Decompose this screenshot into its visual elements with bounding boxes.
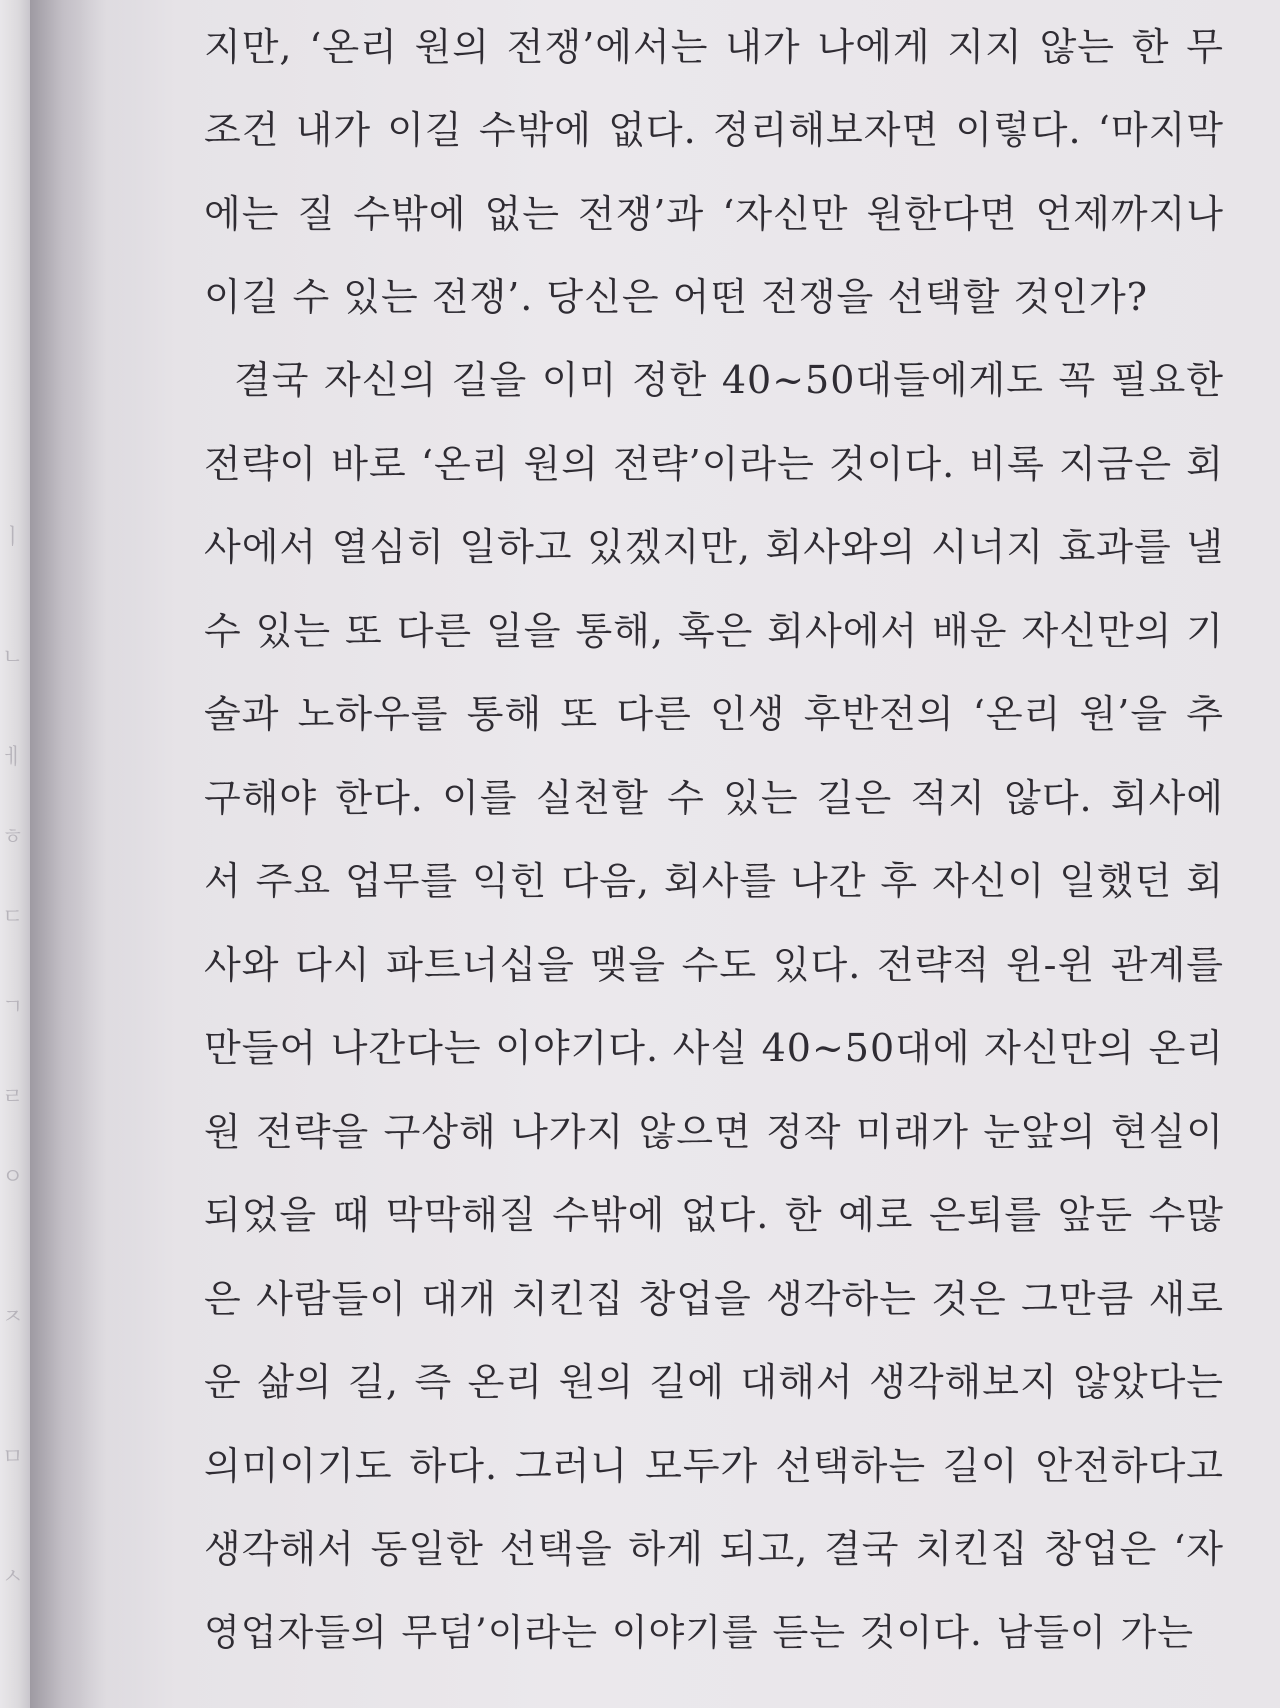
text-line: 사에서 열심히 일하고 있겠지만, 회사와의 시너지 효과를 낼 [204, 525, 1224, 569]
text-line: 전략이 바로 ‘온리 원의 전략’이라는 것이다. 비록 지금은 회 [204, 442, 1224, 486]
adjacent-page-edge [0, 0, 30, 1708]
text-line: 의미이기도 하다. 그러니 모두가 선택하는 길이 안전하다고 [204, 1444, 1224, 1488]
edge-glyph: ㄹ [2, 1085, 24, 1110]
edge-glyph: ㅎ [2, 825, 24, 850]
edge-glyph: ㅇ [2, 1165, 24, 1190]
edge-glyph: ㄷ [2, 905, 24, 930]
paragraph-first-line: 결국 자신의 길을 이미 정한 40~50대들에게도 꼭 필요한 [234, 358, 1224, 402]
text-line: 이길 수 있는 전쟁’. 당신은 어떤 전쟁을 선택할 것인가? [204, 275, 1149, 319]
text-line: 되었을 때 막막해질 수밖에 없다. 한 예로 은퇴를 앞둔 수많 [204, 1193, 1224, 1237]
text-line: 사와 다시 파트너십을 맺을 수도 있다. 전략적 윈-윈 관계를 [204, 943, 1224, 987]
text-line: 영업자들의 무덤’이라는 이야기를 듣는 것이다. 남들이 가는 [204, 1611, 1194, 1654]
edge-glyph: ㅔ [2, 745, 24, 770]
edge-glyph: ㅣ [2, 525, 24, 550]
text-line: 은 사람들이 대개 치킨집 창업을 생각하는 것은 그만큼 새로 [204, 1277, 1224, 1321]
text-line: 원 전략을 구상해 나가지 않으면 정작 미래가 눈앞의 현실이 [204, 1110, 1224, 1154]
text-line: 수 있는 또 다른 일을 통해, 혹은 회사에서 배운 자신만의 기 [204, 609, 1224, 653]
text-line: 만들어 나간다는 이야기다. 사실 40~50대에 자신만의 온리 [204, 1026, 1224, 1070]
text-line: 서 주요 업무를 익힌 다음, 회사를 나간 후 자신이 일했던 회 [204, 859, 1224, 903]
edge-glyph: ㄱ [2, 995, 24, 1020]
text-line: 지만, ‘온리 원의 전쟁’에서는 내가 나에게 지지 않는 한 무 [204, 25, 1224, 69]
text-line: 에는 질 수밖에 없는 전쟁’과 ‘자신만 원한다면 언제까지나 [204, 192, 1224, 236]
text-line: 술과 노하우를 통해 또 다른 인생 후반전의 ‘온리 원’을 추 [204, 692, 1224, 736]
edge-glyph: ㄴ [2, 645, 24, 670]
text-line: 생각해서 동일한 선택을 하게 되고, 결국 치킨집 창업은 ‘자 [204, 1527, 1224, 1571]
book-page [80, 0, 1280, 1708]
text-line: 조건 내가 이길 수밖에 없다. 정리해보자면 이렇다. ‘마지막 [204, 108, 1224, 152]
text-line: 운 삶의 길, 즉 온리 원의 길에 대해서 생각해보지 않았다는 [204, 1360, 1224, 1404]
edge-glyph: ㅁ [2, 1445, 24, 1470]
edge-glyph: ㅈ [2, 1305, 24, 1330]
edge-glyph: ㅅ [2, 1565, 24, 1590]
text-line: 구해야 한다. 이를 실천할 수 있는 길은 적지 않다. 회사에 [204, 776, 1224, 820]
